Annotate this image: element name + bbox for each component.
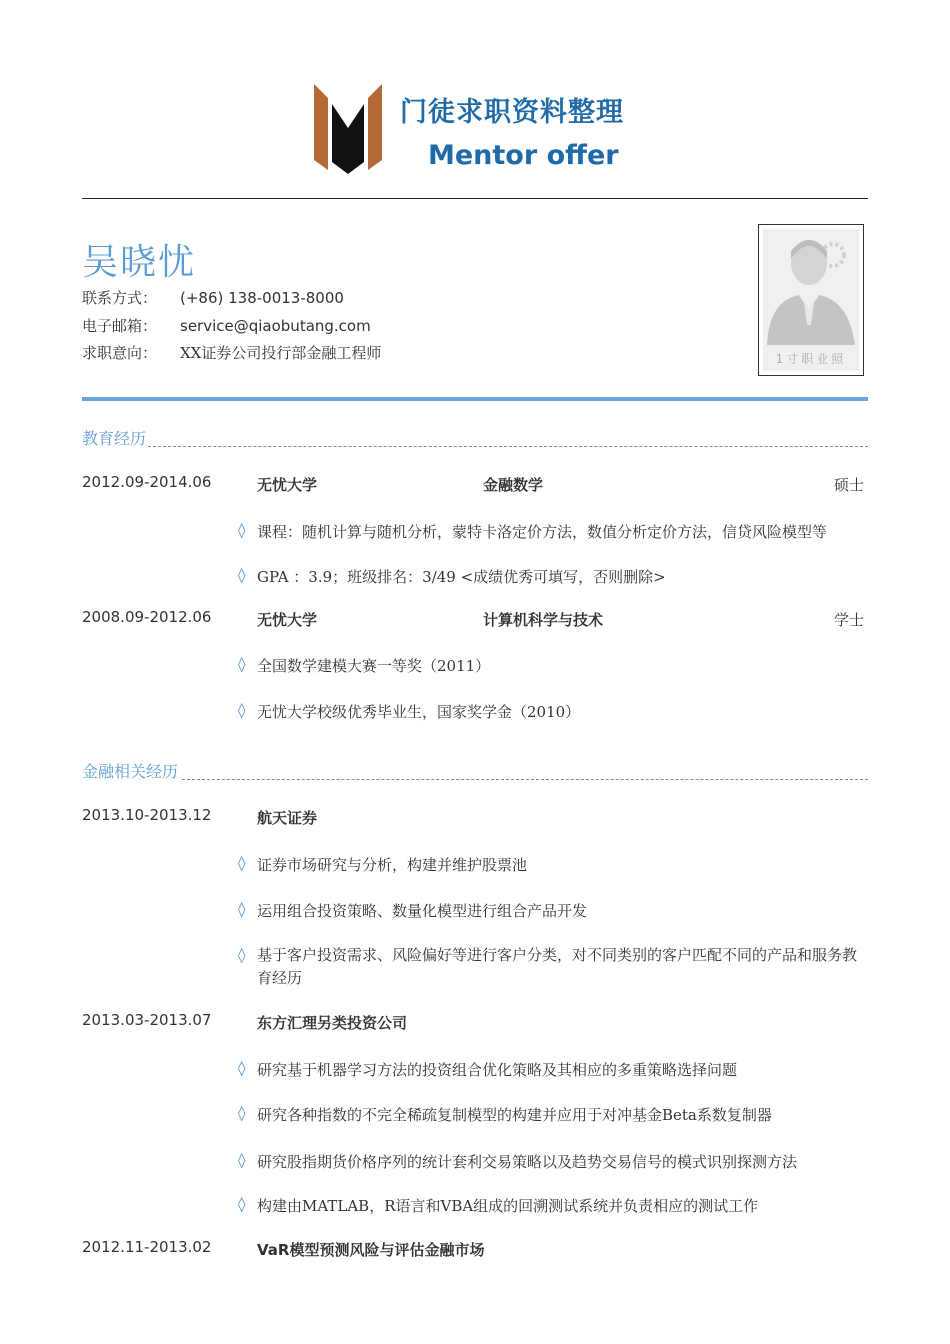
contact-label: 联系方式： [82,289,158,307]
exp-bullet: 基于客户投资需求、风险偏好等进行客户分类，对不同类别的客户匹配不同的产品和服务教育经历 [257,946,858,987]
bullet-icon: ◊ [238,946,246,964]
edu-bullet: GPA ：3.9；班级排名：3/49 <成绩优秀可填写，否则删除> [257,568,666,586]
exp-bullet: 证券市场研究与分析，构建并维护股票池 [257,856,528,874]
bullet-icon: ◊ [238,566,246,584]
exp-org: 航天证券 [257,809,318,827]
bullet-icon: ◊ [238,1059,246,1077]
brand-title-cn: 门徒求职资料整理 [400,97,624,128]
bullet-icon: ◊ [238,854,246,872]
finance-section-title: 金融相关经历 [82,762,179,781]
edu-bullet: 全国数学建模大赛一等奖（2011） [257,657,491,675]
intent-label: 求职意向： [82,344,158,362]
contact-row [82,287,344,308]
edu-date: 2008.09-2012.06 [82,608,212,626]
brand-title-en: Mentor offer [428,140,619,171]
edu-date: 2012.09-2014.06 [82,473,212,491]
email-row [82,315,371,336]
edu-degree: 学士 [833,611,864,629]
exp-date: 2013.03-2013.07 [82,1011,212,1029]
bullet-icon: ◊ [238,1151,246,1169]
bullet-icon: ◊ [238,521,246,539]
candidate-name: 吴晓忧 [82,242,197,283]
edu-degree: 硕士 [833,476,864,494]
photo-caption: 1寸职业照 [775,352,847,366]
contact-value: (+86) 138-0013-8000 [180,289,344,307]
exp-bullet: 研究各种指数的不完全稀疏复制模型的构建并应用于对冲基金Beta系数复制器 [257,1106,772,1124]
education-dash-divider [148,446,868,447]
email-label: 电子邮箱： [82,317,158,335]
edu-bullet: 无忧大学校级优秀毕业生，国家奖学金（2010） [257,703,581,721]
exp-bullet: 研究股指期货价格序列的统计套利交易策略以及趋势交易信号的模式识别探测方法 [257,1153,798,1171]
exp-date: 2012.11-2013.02 [82,1238,212,1256]
intent-row [82,342,381,363]
bullet-icon: ◊ [238,701,246,719]
exp-org: VaR模型预测风险与评估金融市场 [257,1241,485,1259]
edu-bullet: 课程：随机计算与随机分析，蒙特卡洛定价方法，数值分析定价方法，信贷风险模型等 [257,523,828,541]
edu-major: 金融数学 [483,476,544,494]
logo-header [0,0,950,200]
edu-major: 计算机科学与技术 [483,611,604,629]
profile-photo [758,224,864,376]
exp-date: 2013.10-2013.12 [82,806,212,824]
intent-value: XX证券公司投行部金融工程师 [180,344,382,362]
bullet-icon: ◊ [238,655,246,673]
bullet-icon: ◊ [238,1195,246,1213]
exp-org: 东方汇理另类投资公司 [257,1014,408,1032]
exp-bullet: 构建由MATLAB，R语言和VBA组成的回溯测试系统并负责相应的测试工作 [257,1197,759,1215]
education-section-title: 教育经历 [82,429,147,448]
mentor-logo-icon [314,84,382,174]
finance-dash-divider [182,779,868,780]
bullet-icon: ◊ [238,1104,246,1122]
edu-school: 无忧大学 [257,476,318,494]
header-divider [82,198,868,199]
email-value: service@qiaobutang.com [180,317,371,335]
profile-divider [82,397,868,401]
bullet-icon: ◊ [238,900,246,918]
edu-school: 无忧大学 [257,611,318,629]
exp-bullet: 研究基于机器学习方法的投资组合优化策略及其相应的多重策略选择问题 [257,1061,738,1079]
exp-bullet: 运用组合投资策略、数量化模型进行组合产品开发 [257,902,588,920]
